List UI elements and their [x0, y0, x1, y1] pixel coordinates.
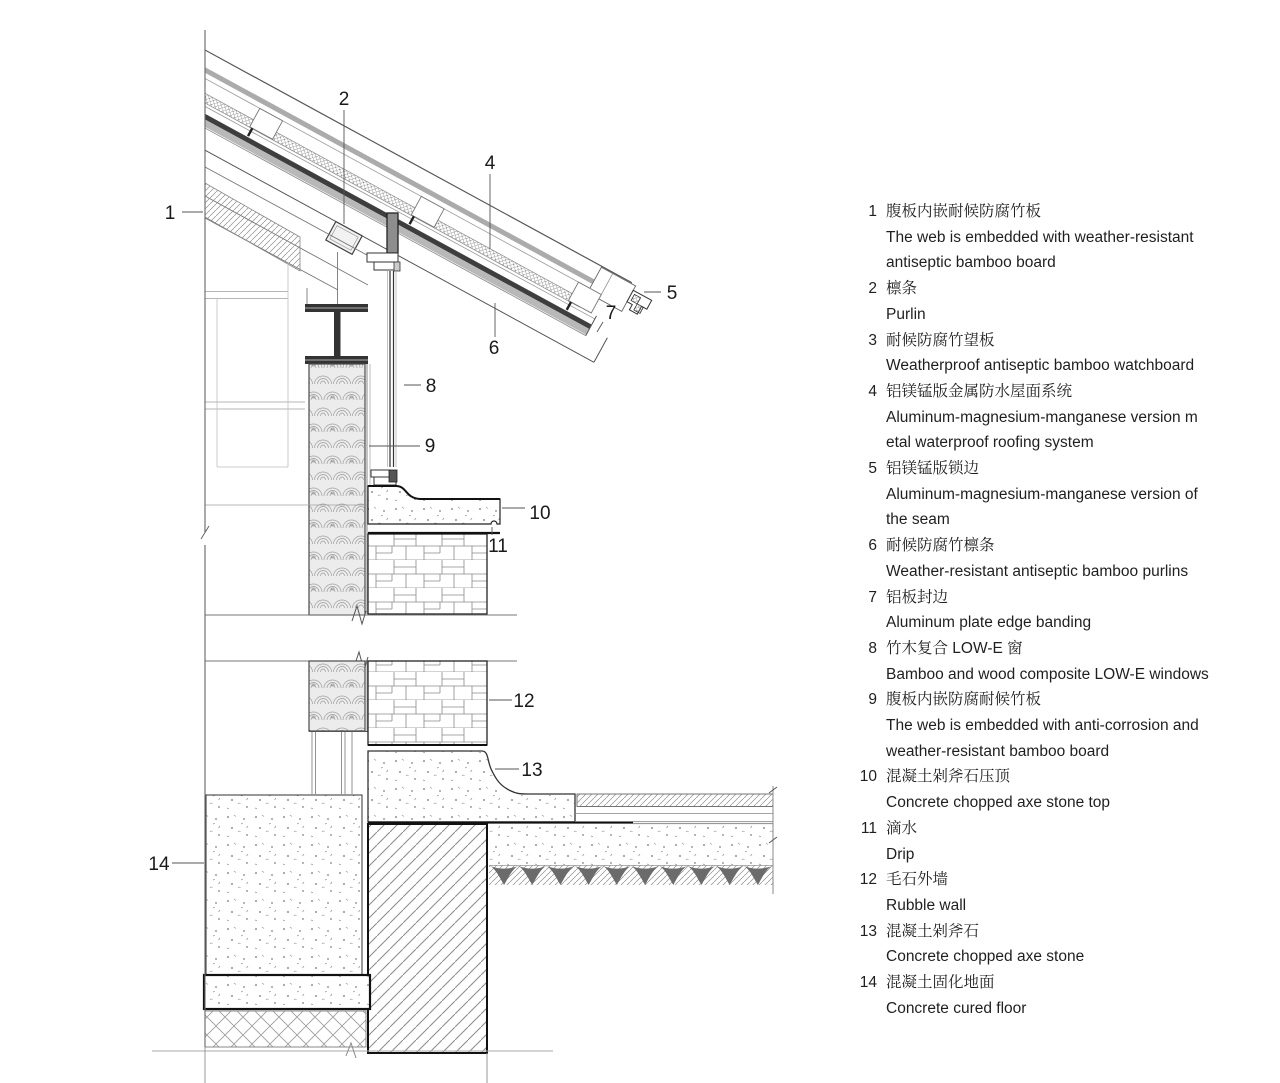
legend-item-label-zh: 竹木复合 LOW-E 窗	[886, 639, 1023, 657]
legend-item-label-zh: 腹板内嵌耐候防腐竹板	[886, 203, 1042, 220]
callout-9: 9	[424, 436, 436, 457]
legend-item-6	[853, 533, 1243, 584]
legend-item-label-en: etal waterproof roofing system	[886, 434, 1094, 452]
callout-8: 8	[425, 376, 437, 397]
legend-item-number: 13	[859, 922, 877, 940]
legend-item-number: 1	[868, 203, 877, 220]
legend-item-7	[853, 585, 1243, 636]
legend-item-label-en: Concrete cured floor	[886, 999, 1027, 1017]
stone-coping	[368, 486, 500, 524]
callout-4: 4	[484, 153, 496, 174]
low-e-window	[388, 271, 397, 467]
ground-lines	[152, 1043, 553, 1083]
cured-floor-base	[204, 975, 370, 1009]
callout-13: 13	[521, 760, 543, 781]
lower-frame-lines	[312, 732, 352, 794]
floor-slab-concrete	[489, 825, 773, 865]
legend-item-label-zh: 腹板内嵌防腐耐候竹板	[886, 691, 1042, 709]
legend-item-3	[853, 328, 1243, 379]
legend-item-label-zh: 耐候防腐竹檩条	[886, 537, 995, 555]
bamboo-ceiling-panel	[205, 183, 300, 271]
legend-item-9	[853, 687, 1243, 764]
legend-item-label-en: Weather-resistant antiseptic bamboo purlins	[886, 562, 1189, 580]
callout-12: 12	[513, 691, 535, 712]
legend-item-label-en: Purlin	[886, 305, 926, 323]
legend-item-label-zh: 毛石外墙	[886, 871, 949, 889]
callout-10: 10	[529, 503, 551, 524]
callout-14: 14	[148, 854, 170, 875]
legend-item-2	[853, 276, 1243, 327]
callout-5: 5	[666, 283, 678, 304]
legend-item-11	[853, 816, 1243, 867]
legend-item-label-zh: 铝镁锰版金属防水屋面系统	[886, 382, 1073, 400]
legend-item-number: 3	[868, 331, 877, 349]
legend-item-label-en: the seam	[886, 511, 950, 529]
legend-item-number: 4	[868, 382, 877, 400]
legend-item-label-en: Concrete chopped axe stone	[886, 948, 1085, 966]
legend-item-label-en: Aluminum-magnesium-manganese version m	[886, 408, 1198, 426]
bamboo-web-column-upper	[309, 364, 365, 615]
legend-item-8	[853, 636, 1243, 687]
legend-item-label-zh: 铝镁锰版锁边	[886, 460, 980, 478]
callout-1: 1	[164, 203, 176, 224]
callout-11: 11	[488, 536, 508, 557]
legend-item-number: 6	[868, 537, 877, 555]
legend-item-number: 14	[859, 974, 877, 992]
window-head-post	[387, 213, 398, 253]
legend-item-label-en: antiseptic bamboo board	[886, 254, 1056, 272]
legend-item-number: 7	[868, 588, 877, 606]
legend-item-number: 12	[859, 871, 877, 889]
waterproof-membrane-band	[121, 50, 583, 307]
legend-item-5	[853, 456, 1243, 533]
legend-item-number: 5	[868, 460, 877, 478]
legend-item-number: 2	[868, 280, 877, 298]
legend-item-label-en: weather-resistant bamboo board	[886, 742, 1110, 760]
legend-item-label-zh: 滴水	[886, 819, 918, 837]
legend-item-14	[853, 970, 1243, 1021]
legend-item-label-en: Bamboo and wood composite LOW-E windows	[886, 665, 1209, 683]
legend-item-label-en: Weatherproof antiseptic bamboo watchboard	[886, 357, 1195, 375]
callout-7: 7	[605, 303, 617, 324]
legend-item-label-zh: 耐候防腐竹望板	[886, 331, 995, 349]
legend-item-label-en: Aluminum plate edge banding	[886, 614, 1092, 632]
rubble-wall-lower	[368, 661, 487, 745]
rubble-wall-upper	[368, 534, 487, 614]
steel-i-beam	[305, 304, 368, 364]
legend-item-label-zh: 混凝土剁斧石压顶	[886, 768, 1011, 786]
legend-item-10	[853, 764, 1243, 815]
stone-terrace-edge	[368, 751, 575, 822]
legend-item-1	[853, 199, 1243, 276]
legend	[853, 199, 1243, 1022]
legend-item-number: 9	[868, 691, 877, 709]
legend-item-12	[853, 867, 1243, 918]
roof-assembly	[91, 16, 654, 390]
legend-item-label-en: Rubble wall	[886, 896, 967, 914]
terrace-paving	[575, 794, 773, 824]
legend-item-13	[853, 919, 1243, 970]
legend-item-label-en: Drip	[886, 845, 915, 863]
legend-item-label-zh: 混凝土剁斧石	[886, 922, 980, 940]
legend-item-number: 11	[860, 819, 877, 837]
legend-item-number: 8	[868, 639, 877, 657]
legend-item-4	[853, 379, 1243, 456]
legend-item-label-en: Concrete chopped axe stone top	[886, 794, 1111, 812]
foundation-wall	[368, 824, 487, 1053]
legend-item-label-en: The web is embedded with anti-corrosion and	[886, 717, 1199, 735]
callout-6: 6	[488, 338, 500, 359]
callout-2: 2	[338, 89, 350, 110]
legend-item-number: 10	[859, 768, 877, 786]
window-head-blocks	[367, 253, 400, 271]
gravel-cushion	[205, 1011, 366, 1047]
legend-item-label-en: The web is embedded with weather-resistant	[886, 228, 1194, 246]
legend-item-label-zh: 混凝土固化地面	[886, 974, 995, 992]
window-sill-blocks	[371, 470, 397, 485]
legend-item-label-zh: 檩条	[886, 280, 918, 298]
cured-floor-block	[206, 795, 362, 975]
legend-item-label-zh: 铝板封边	[886, 588, 949, 606]
legend-item-label-en: Aluminum-magnesium-manganese version of	[886, 485, 1198, 503]
bamboo-web-column-lower	[309, 661, 365, 731]
